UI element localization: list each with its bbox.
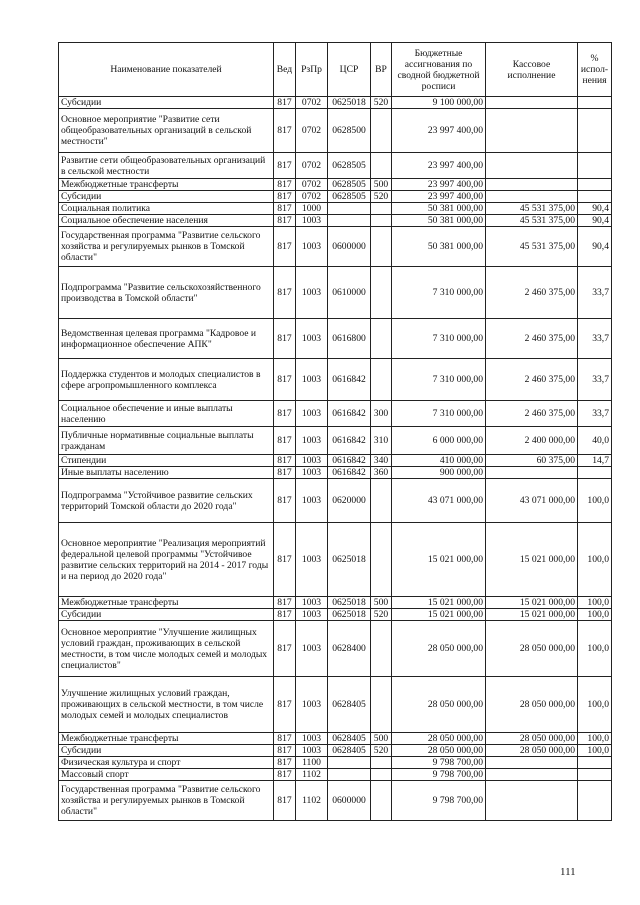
cell-name: Подпрограмма "Развитие сельскохозяйственного производства в Томской области" xyxy=(59,267,274,319)
cell-vr: 520 xyxy=(371,745,392,757)
cell-budget: 900 000,00 xyxy=(392,467,486,479)
cell-rzpr: 1003 xyxy=(296,319,328,359)
cell-ved: 817 xyxy=(274,609,296,621)
table-row xyxy=(59,757,612,769)
cell-ved: 817 xyxy=(274,757,296,769)
cell-name: Улучшение жилищных условий граждан, проживающих в сельской местности, в том числе молодых семей и молодых специалистов xyxy=(59,677,274,733)
cell-percent: 33,7 xyxy=(578,319,612,359)
cell-name: Межбюджетные трансферты xyxy=(59,597,274,609)
cell-vr: 500 xyxy=(371,179,392,191)
cell-budget: 9 798 700,00 xyxy=(392,781,486,821)
table-row xyxy=(59,215,612,227)
cell-csr: 0616800 xyxy=(328,319,371,359)
cell-csr: 0628505 xyxy=(328,191,371,203)
cell-cash: 2 400 000,00 xyxy=(486,427,578,455)
cell-ved: 817 xyxy=(274,153,296,179)
cell-vr xyxy=(371,479,392,523)
cell-percent: 100,0 xyxy=(578,677,612,733)
cell-budget: 28 050 000,00 xyxy=(392,677,486,733)
cell-ved: 817 xyxy=(274,467,296,479)
cell-percent xyxy=(578,97,612,109)
cell-vr xyxy=(371,203,392,215)
cell-name: Субсидии xyxy=(59,745,274,757)
cell-csr: 0600000 xyxy=(328,781,371,821)
cell-percent: 33,7 xyxy=(578,267,612,319)
cell-vr: 520 xyxy=(371,609,392,621)
header-rzpr: РзПр xyxy=(296,43,328,97)
cell-name: Публичные нормативные социальные выплаты гражданам xyxy=(59,427,274,455)
cell-cash: 28 050 000,00 xyxy=(486,621,578,677)
cell-rzpr: 1003 xyxy=(296,609,328,621)
cell-vr: 500 xyxy=(371,597,392,609)
cell-percent xyxy=(578,467,612,479)
cell-rzpr: 0702 xyxy=(296,179,328,191)
cell-rzpr: 1003 xyxy=(296,455,328,467)
cell-percent: 90,4 xyxy=(578,203,612,215)
cell-rzpr: 0702 xyxy=(296,153,328,179)
cell-rzpr: 1003 xyxy=(296,267,328,319)
cell-rzpr: 1003 xyxy=(296,597,328,609)
cell-csr: 0625018 xyxy=(328,609,371,621)
table-row xyxy=(59,621,612,677)
cell-cash: 28 050 000,00 xyxy=(486,677,578,733)
cell-csr: 0625018 xyxy=(328,97,371,109)
cell-percent xyxy=(578,179,612,191)
cell-csr xyxy=(328,215,371,227)
cell-cash: 2 460 375,00 xyxy=(486,267,578,319)
cell-vr xyxy=(371,781,392,821)
cell-budget: 410 000,00 xyxy=(392,455,486,467)
cell-vr xyxy=(371,319,392,359)
cell-rzpr: 1100 xyxy=(296,757,328,769)
cell-name: Социальное обеспечение и иные выплаты населению xyxy=(59,401,274,427)
cell-ved: 817 xyxy=(274,621,296,677)
cell-name: Подпрограмма "Устойчивое развитие сельских территорий Томской области до 2020 года" xyxy=(59,479,274,523)
cell-csr: 0625018 xyxy=(328,597,371,609)
cell-vr xyxy=(371,359,392,401)
cell-budget: 50 381 000,00 xyxy=(392,215,486,227)
cell-vr: 500 xyxy=(371,733,392,745)
cell-vr xyxy=(371,267,392,319)
table-row xyxy=(59,97,612,109)
cell-budget: 9 100 000,00 xyxy=(392,97,486,109)
cell-csr: 0625018 xyxy=(328,523,371,597)
cell-name: Физическая культура и спорт xyxy=(59,757,274,769)
cell-ved: 817 xyxy=(274,479,296,523)
cell-ved: 817 xyxy=(274,781,296,821)
cell-csr: 0628405 xyxy=(328,733,371,745)
cell-csr: 0616842 xyxy=(328,467,371,479)
table-header-row xyxy=(59,43,612,97)
cell-ved: 817 xyxy=(274,319,296,359)
cell-budget: 9 798 700,00 xyxy=(392,769,486,781)
cell-percent: 40,0 xyxy=(578,427,612,455)
cell-rzpr: 1003 xyxy=(296,215,328,227)
cell-name: Субсидии xyxy=(59,191,274,203)
cell-budget: 7 310 000,00 xyxy=(392,267,486,319)
cell-rzpr: 1000 xyxy=(296,203,328,215)
cell-vr xyxy=(371,153,392,179)
cell-rzpr: 1102 xyxy=(296,769,328,781)
table-row xyxy=(59,401,612,427)
cell-percent xyxy=(578,109,612,153)
cell-name: Социальное обеспечение населения xyxy=(59,215,274,227)
cell-name: Межбюджетные трансферты xyxy=(59,179,274,191)
cell-csr xyxy=(328,203,371,215)
cell-percent: 33,7 xyxy=(578,359,612,401)
table-row xyxy=(59,179,612,191)
cell-csr: 0628500 xyxy=(328,109,371,153)
cell-budget: 7 310 000,00 xyxy=(392,401,486,427)
cell-ved: 817 xyxy=(274,359,296,401)
table-row xyxy=(59,609,612,621)
cell-cash xyxy=(486,109,578,153)
table-row xyxy=(59,153,612,179)
cell-ved: 817 xyxy=(274,203,296,215)
header-cash: Кассовое исполнение xyxy=(486,43,578,97)
cell-rzpr: 1003 xyxy=(296,677,328,733)
table-row xyxy=(59,455,612,467)
cell-budget: 50 381 000,00 xyxy=(392,227,486,267)
table-row xyxy=(59,745,612,757)
cell-budget: 15 021 000,00 xyxy=(392,523,486,597)
cell-csr: 0620000 xyxy=(328,479,371,523)
cell-rzpr: 1102 xyxy=(296,781,328,821)
table-row xyxy=(59,203,612,215)
cell-percent: 100,0 xyxy=(578,479,612,523)
cell-rzpr: 0702 xyxy=(296,97,328,109)
cell-csr: 0616842 xyxy=(328,427,371,455)
cell-csr: 0616842 xyxy=(328,455,371,467)
cell-vr xyxy=(371,215,392,227)
cell-percent xyxy=(578,781,612,821)
table-row xyxy=(59,479,612,523)
table-row xyxy=(59,227,612,267)
header-csr: ЦСР xyxy=(328,43,371,97)
cell-ved: 817 xyxy=(274,109,296,153)
cell-vr: 340 xyxy=(371,455,392,467)
cell-csr: 0628400 xyxy=(328,621,371,677)
cell-rzpr: 0702 xyxy=(296,109,328,153)
cell-budget: 43 071 000,00 xyxy=(392,479,486,523)
header-percent: % испол-нения xyxy=(578,43,612,97)
cell-budget: 23 997 400,00 xyxy=(392,109,486,153)
cell-cash xyxy=(486,179,578,191)
cell-cash: 60 375,00 xyxy=(486,455,578,467)
cell-cash: 43 071 000,00 xyxy=(486,479,578,523)
cell-ved: 817 xyxy=(274,677,296,733)
table-row xyxy=(59,677,612,733)
cell-percent xyxy=(578,757,612,769)
cell-budget: 50 381 000,00 xyxy=(392,203,486,215)
cell-cash: 28 050 000,00 xyxy=(486,745,578,757)
cell-percent: 100,0 xyxy=(578,733,612,745)
cell-name: Субсидии xyxy=(59,609,274,621)
cell-vr: 520 xyxy=(371,191,392,203)
cell-ved: 817 xyxy=(274,179,296,191)
cell-ved: 817 xyxy=(274,267,296,319)
cell-cash: 28 050 000,00 xyxy=(486,733,578,745)
cell-vr xyxy=(371,109,392,153)
cell-csr: 0628405 xyxy=(328,677,371,733)
cell-rzpr: 1003 xyxy=(296,427,328,455)
cell-rzpr: 1003 xyxy=(296,745,328,757)
cell-ved: 817 xyxy=(274,227,296,267)
cell-percent: 90,4 xyxy=(578,227,612,267)
cell-csr xyxy=(328,757,371,769)
cell-name: Субсидии xyxy=(59,97,274,109)
cell-rzpr: 1003 xyxy=(296,523,328,597)
page-number: 111 xyxy=(560,866,576,878)
cell-cash: 15 021 000,00 xyxy=(486,609,578,621)
cell-budget: 23 997 400,00 xyxy=(392,179,486,191)
cell-cash: 45 531 375,00 xyxy=(486,203,578,215)
table-row xyxy=(59,427,612,455)
cell-name: Государственная программа "Развитие сельского хозяйства и регулируемых рынков в Томской области" xyxy=(59,227,274,267)
cell-name: Основное мероприятие "Улучшение жилищных условий граждан, проживающих в сельской местности, в том числе молодых семей и молодых специалистов" xyxy=(59,621,274,677)
cell-cash: 45 531 375,00 xyxy=(486,227,578,267)
cell-vr xyxy=(371,621,392,677)
header-budget: Бюджетные ассигнования по сводной бюджетной росписи xyxy=(392,43,486,97)
cell-budget: 23 997 400,00 xyxy=(392,191,486,203)
cell-csr: 0628405 xyxy=(328,745,371,757)
cell-csr: 0616842 xyxy=(328,359,371,401)
cell-csr: 0628505 xyxy=(328,179,371,191)
cell-vr: 310 xyxy=(371,427,392,455)
header-name: Наименование показателей xyxy=(59,43,274,97)
cell-cash: 15 021 000,00 xyxy=(486,523,578,597)
cell-rzpr: 1003 xyxy=(296,733,328,745)
cell-budget: 6 000 000,00 xyxy=(392,427,486,455)
cell-percent: 14,7 xyxy=(578,455,612,467)
cell-percent xyxy=(578,191,612,203)
header-vr: ВР xyxy=(371,43,392,97)
cell-name: Основное мероприятие "Развитие сети общеобразовательных организаций в сельской местности" xyxy=(59,109,274,153)
cell-rzpr: 1003 xyxy=(296,621,328,677)
cell-vr xyxy=(371,227,392,267)
cell-vr: 520 xyxy=(371,97,392,109)
table-row xyxy=(59,109,612,153)
cell-name: Развитие сети общеобразовательных организаций в сельской местности xyxy=(59,153,274,179)
cell-budget: 28 050 000,00 xyxy=(392,621,486,677)
cell-vr xyxy=(371,757,392,769)
cell-vr: 300 xyxy=(371,401,392,427)
table-row xyxy=(59,191,612,203)
cell-cash: 15 021 000,00 xyxy=(486,597,578,609)
cell-ved: 817 xyxy=(274,455,296,467)
cell-ved: 817 xyxy=(274,427,296,455)
cell-cash xyxy=(486,781,578,821)
table-row xyxy=(59,769,612,781)
cell-name: Иные выплаты населению xyxy=(59,467,274,479)
cell-name: Межбюджетные трансферты xyxy=(59,733,274,745)
table-row xyxy=(59,467,612,479)
table-row xyxy=(59,359,612,401)
cell-ved: 817 xyxy=(274,215,296,227)
cell-ved: 817 xyxy=(274,523,296,597)
cell-percent xyxy=(578,153,612,179)
cell-percent xyxy=(578,769,612,781)
cell-budget: 28 050 000,00 xyxy=(392,745,486,757)
cell-rzpr: 0702 xyxy=(296,191,328,203)
cell-cash xyxy=(486,757,578,769)
cell-ved: 817 xyxy=(274,769,296,781)
cell-cash: 2 460 375,00 xyxy=(486,401,578,427)
cell-cash xyxy=(486,153,578,179)
cell-name: Государственная программа "Развитие сельского хозяйства и регулируемых рынков в Томской области" xyxy=(59,781,274,821)
cell-rzpr: 1003 xyxy=(296,479,328,523)
cell-name: Основное мероприятие "Реализация мероприятий федеральной целевой программы "Устойчивое развитие сельских территорий на 2014 - 2017 годы и на период до 2020 года" xyxy=(59,523,274,597)
cell-vr xyxy=(371,523,392,597)
cell-percent: 100,0 xyxy=(578,609,612,621)
cell-vr xyxy=(371,769,392,781)
cell-rzpr: 1003 xyxy=(296,359,328,401)
cell-budget: 7 310 000,00 xyxy=(392,359,486,401)
cell-percent: 100,0 xyxy=(578,745,612,757)
cell-name: Стипендии xyxy=(59,455,274,467)
table-row xyxy=(59,267,612,319)
cell-cash: 2 460 375,00 xyxy=(486,319,578,359)
cell-name: Ведомственная целевая программа "Кадровое и информационное обеспечение АПК" xyxy=(59,319,274,359)
cell-vr xyxy=(371,677,392,733)
cell-name: Массовый спорт xyxy=(59,769,274,781)
table-row xyxy=(59,781,612,821)
cell-csr: 0616842 xyxy=(328,401,371,427)
cell-percent: 90,4 xyxy=(578,215,612,227)
cell-ved: 817 xyxy=(274,597,296,609)
cell-name: Социальная политика xyxy=(59,203,274,215)
cell-budget: 7 310 000,00 xyxy=(392,319,486,359)
cell-percent: 100,0 xyxy=(578,621,612,677)
cell-csr: 0628505 xyxy=(328,153,371,179)
cell-cash: 45 531 375,00 xyxy=(486,215,578,227)
cell-ved: 817 xyxy=(274,97,296,109)
table-row xyxy=(59,319,612,359)
cell-rzpr: 1003 xyxy=(296,401,328,427)
cell-percent: 100,0 xyxy=(578,597,612,609)
cell-cash: 2 460 375,00 xyxy=(486,359,578,401)
cell-name: Поддержка студентов и молодых специалистов в сфере агропромышленного комплекса xyxy=(59,359,274,401)
cell-ved: 817 xyxy=(274,401,296,427)
header-ved: Вед xyxy=(274,43,296,97)
cell-budget: 15 021 000,00 xyxy=(392,609,486,621)
table-row xyxy=(59,523,612,597)
cell-budget: 28 050 000,00 xyxy=(392,733,486,745)
cell-budget: 9 798 700,00 xyxy=(392,757,486,769)
cell-budget: 23 997 400,00 xyxy=(392,153,486,179)
table-row xyxy=(59,733,612,745)
cell-rzpr: 1003 xyxy=(296,227,328,267)
cell-cash xyxy=(486,769,578,781)
cell-csr xyxy=(328,769,371,781)
cell-csr: 0610000 xyxy=(328,267,371,319)
cell-ved: 817 xyxy=(274,733,296,745)
table-body xyxy=(59,97,612,821)
cell-cash xyxy=(486,97,578,109)
cell-ved: 817 xyxy=(274,191,296,203)
cell-csr: 0600000 xyxy=(328,227,371,267)
cell-percent: 33,7 xyxy=(578,401,612,427)
table-row xyxy=(59,597,612,609)
cell-budget: 15 021 000,00 xyxy=(392,597,486,609)
cell-percent: 100,0 xyxy=(578,523,612,597)
cell-ved: 817 xyxy=(274,745,296,757)
cell-cash xyxy=(486,467,578,479)
cell-vr: 360 xyxy=(371,467,392,479)
cell-cash xyxy=(486,191,578,203)
cell-rzpr: 1003 xyxy=(296,467,328,479)
budget-table xyxy=(58,42,612,821)
